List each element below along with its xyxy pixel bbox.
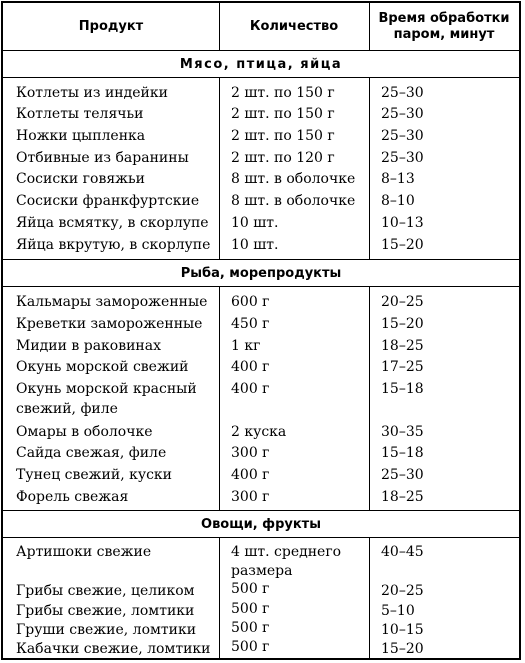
time-cell: 8–13 (381, 171, 415, 187)
time-cell: 17–25 (381, 359, 424, 375)
quantity-cell: 4 шт. среднего (231, 544, 342, 560)
product-cell: Яйца вкрутую, в скорлупе (16, 237, 211, 253)
quantity-cell: 10 шт. (231, 215, 279, 231)
time-cell: 18–25 (381, 338, 424, 354)
time-cell: 15–20 (381, 316, 424, 332)
quantity-cell: 400 г (231, 467, 270, 483)
time-cell: 20–25 (381, 294, 424, 310)
time-cell: 20–25 (381, 583, 424, 599)
time-cell: 15–18 (381, 381, 424, 397)
product-cell: Котлеты из индейки (16, 85, 168, 101)
time-cell: 10–15 (381, 622, 424, 638)
time-cell: 10–13 (381, 215, 424, 231)
quantity-cell: 300 г (231, 489, 270, 505)
time-cell: 40–45 (381, 544, 424, 560)
section-divider (3, 537, 519, 538)
column-divider (219, 3, 220, 658)
product-cell: Котлеты телячьи (16, 106, 144, 122)
quantity-cell: 8 шт. в оболочке (231, 193, 356, 209)
product-cell: Яйца всмятку, в скорлупе (16, 215, 209, 231)
quantity-cell: 2 шт. по 150 г (231, 106, 335, 122)
time-cell: 15–18 (381, 445, 424, 461)
product-cell: Грибы свежие, ломтики (16, 603, 195, 619)
quantity-cell: 2 шт. по 150 г (231, 85, 335, 101)
quantity-cell: 8 шт. в оболочке (231, 171, 356, 187)
product-cell: Сосиски говяжьи (16, 171, 145, 187)
product-cell: Ножки цыпленка (16, 128, 146, 144)
time-cell: 15–20 (381, 237, 424, 253)
section-title-meat: Мясо, птица, яйца (3, 51, 519, 77)
product-cell: Окунь морской свежий (16, 359, 189, 375)
time-cell: 8–10 (381, 193, 415, 209)
product-cell: Окунь морской красный (16, 381, 197, 397)
quantity-cell: 400 г (231, 381, 270, 397)
product-cell: Груши свежие, ломтики (16, 622, 197, 638)
quantity-cell: 300 г (231, 445, 270, 461)
product-cell: Сосиски франкфуртские (16, 193, 200, 209)
header-quantity: Количество (249, 18, 339, 34)
section-title-vegetables: Овощи, фрукты (3, 511, 519, 537)
quantity-cell: 500 г (231, 601, 270, 617)
quantity-cell-continued: размера (231, 563, 293, 579)
product-cell: Омары в оболочке (16, 424, 153, 440)
quantity-cell: 450 г (231, 316, 270, 332)
product-cell: Сайда свежая, филе (16, 445, 167, 461)
quantity-cell: 500 г (231, 620, 270, 636)
time-cell: 25–30 (381, 128, 424, 144)
quantity-cell: 2 шт. по 120 г (231, 150, 335, 166)
quantity-cell: 500 г (231, 639, 270, 655)
product-cell: Грибы свежие, целиком (16, 583, 195, 599)
product-cell: Креветки замороженные (16, 316, 203, 332)
time-cell: 15–20 (381, 641, 424, 657)
time-cell: 25–30 (381, 106, 424, 122)
header-product: Продукт (78, 18, 144, 34)
quantity-cell: 2 шт. по 150 г (231, 128, 335, 144)
section-divider (3, 286, 519, 287)
time-cell: 25–30 (381, 467, 424, 483)
product-cell: Форель свежая (16, 489, 129, 505)
product-cell: Мидии в раковинах (16, 338, 162, 354)
product-cell: Кальмары замороженные (16, 294, 208, 310)
time-cell: 25–30 (381, 85, 424, 101)
quantity-cell: 600 г (231, 294, 270, 310)
time-cell: 25–30 (381, 150, 424, 166)
product-cell: Кабачки свежие, ломтики (16, 641, 211, 657)
time-cell: 18–25 (381, 489, 424, 505)
quantity-cell: 10 шт. (231, 237, 279, 253)
section-title-fish: Рыба, морепродукты (3, 260, 519, 286)
time-cell: 5–10 (381, 603, 415, 619)
product-cell: Отбивные из баранины (16, 150, 189, 166)
header-time: Время обработки паром, минут (378, 10, 510, 42)
quantity-cell: 2 куска (231, 424, 287, 440)
quantity-cell: 400 г (231, 359, 270, 375)
time-cell: 30–35 (381, 424, 424, 440)
quantity-cell: 1 кг (231, 338, 261, 354)
steaming-table (1, 1, 521, 660)
product-cell: Артишоки свежие (16, 544, 152, 560)
product-cell-continued: свежий, филе (16, 401, 118, 417)
section-divider (3, 77, 519, 78)
column-divider (369, 3, 370, 658)
product-cell: Тунец свежий, куски (16, 467, 173, 483)
quantity-cell: 500 г (231, 581, 270, 597)
